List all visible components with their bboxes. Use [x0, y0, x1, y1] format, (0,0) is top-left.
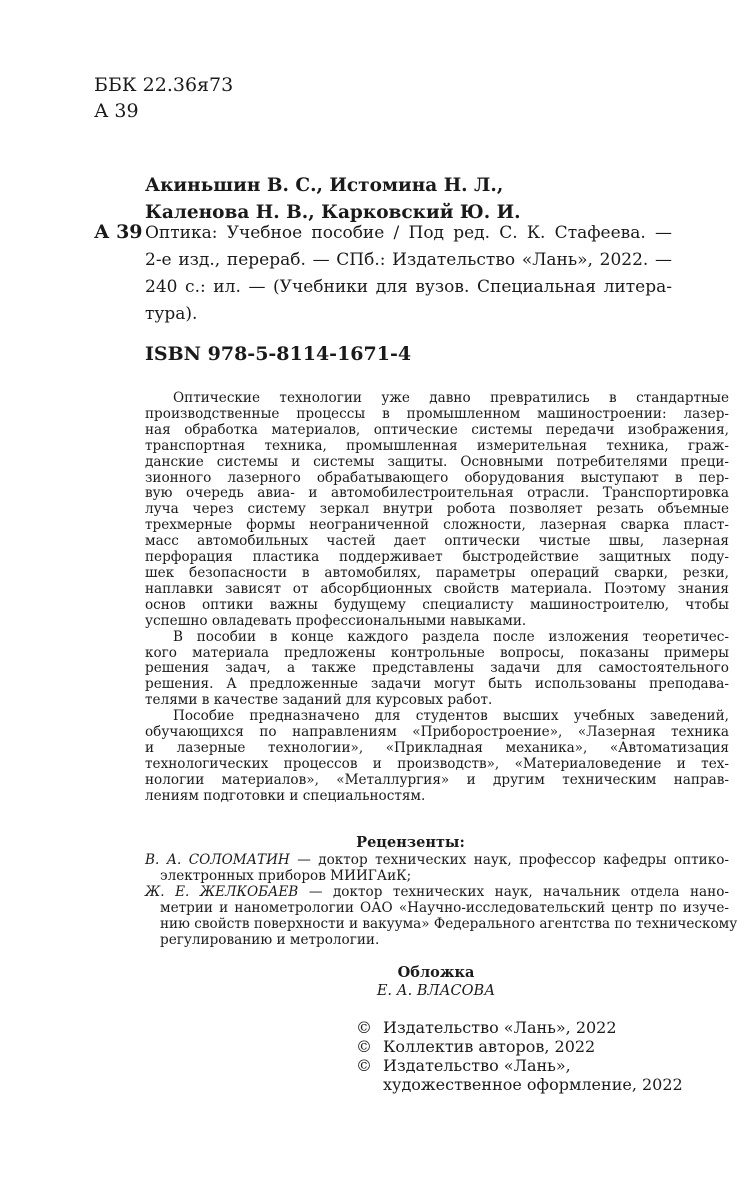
- authors-block: [145, 172, 521, 226]
- copyright-text: Издательство «Лань»,: [383, 1056, 571, 1075]
- abstract-line: технологических процессов и производств», «Материаловедение и тех-: [145, 755, 729, 772]
- copyright-block: [356, 1018, 683, 1094]
- cover-designer: Е. А. ВЛАСОВА: [376, 983, 496, 999]
- bbk-code: ББК 22.36я73: [94, 74, 234, 96]
- reviewer-1-name: В. А. СОЛОМАТИН: [145, 852, 290, 868]
- bibliographic-description: [145, 220, 672, 328]
- abstract-line: решения. А предложенные задачи могут быть использованы преподава-: [145, 676, 729, 693]
- copyright-line: [356, 1018, 683, 1037]
- copyright-icon: ©: [356, 1018, 372, 1037]
- authors-line-1: Акиньшин В. С., Истомина Н. Л.,: [145, 175, 504, 196]
- reviewer-2-line: [145, 885, 729, 901]
- abstract-line: и лазерные технологии», «Прикладная механика», «Автоматизация: [145, 739, 729, 756]
- abstract: [145, 391, 729, 805]
- authors-line-2: Каленова Н. В., Карковский Ю. И.: [145, 202, 521, 223]
- abstract-line: В пособии в конце каждого раздела после изложения теоретичес-: [173, 628, 729, 645]
- abstract-line: кого материала предложены контрольные вопросы, показаны примеры: [145, 644, 729, 661]
- copyright-text: Коллектив авторов, 2022: [383, 1037, 596, 1056]
- abstract-line: транспортная техника, промышленная измерительная техника, граж-: [145, 437, 729, 454]
- reviewer-1-line: электронных приборов МИИГАиК;: [160, 867, 412, 884]
- abstract-line: ная обработка материалов, оптические системы передачи изображения,: [145, 421, 729, 438]
- cover-label: Обложка: [397, 964, 475, 981]
- abstract-line: производственные процессы в промышленном машиностроении: лазер-: [145, 405, 729, 422]
- abstract-line: трехмерные формы неограниченной сложности, лазерная сварка пласт-: [145, 517, 729, 534]
- copyright-icon: ©: [356, 1056, 372, 1075]
- reviewer-2-line: нию свойств поверхности и вакуума» Федерального агентства по техническому: [160, 915, 738, 932]
- abstract-line: вую очередь авиа- и автомобилестроительная отрасли. Транспортировка: [145, 485, 729, 502]
- abstract-line: шек безопасности в автомобилях, параметры операций сварки, резки,: [145, 564, 729, 581]
- abstract-line: перфорация пластика поддерживает быстродействие защитных поду-: [145, 549, 729, 566]
- reviewers-title: Рецензенты:: [356, 834, 465, 851]
- abstract-line: нологии материалов», «Металлургия» и другим техническим направ-: [145, 771, 729, 788]
- abstract-line: зионного лазерного обрабатывающего оборудования выступают в пер-: [145, 469, 729, 486]
- reviewer-2-desc: — доктор технических наук, начальник отдела нано-: [298, 883, 729, 900]
- biblio-line: Оптика: Учебное пособие / Под ред. С. К. Стафеева. —: [145, 223, 672, 243]
- biblio-line: 240 с.: ил. — (Учебники для вузов. Специальная литера-: [145, 277, 672, 297]
- cover-credit: [356, 963, 516, 1001]
- abstract-line: обучающихся по направлениям «Приборостроение», «Лазерная техника: [145, 724, 729, 741]
- abstract-line: лениям подготовки и специальностям.: [145, 787, 426, 804]
- copyright-line: [356, 1037, 683, 1056]
- catalog-code: А 39: [94, 221, 143, 243]
- abstract-line: Оптические технологии уже давно превратились в стандартные: [173, 390, 729, 406]
- abstract-line: успешно овладевать профессиональными навыками.: [145, 612, 527, 629]
- copyright-text-continued: художественное оформление, 2022: [383, 1075, 683, 1094]
- copyright-line: [356, 1056, 683, 1075]
- reviewer-2-line: метрии и нанометрологии ОАО «Научно-исследовательский центр по изучe-: [160, 899, 729, 916]
- reviewers-list: [145, 852, 738, 948]
- reviewer-1-line: [145, 853, 729, 869]
- abstract-line: луча через систему зеркал внутри робота позволяет резать объемные: [145, 501, 729, 518]
- abstract-line: Пособие предназначено для студентов высших учебных заведений,: [173, 708, 729, 725]
- reviewer-2-name: Ж. Е. ЖЕЛКОБАЕВ: [145, 883, 299, 900]
- bbk-block: [94, 72, 233, 124]
- abstract-line: основ оптики важны будущему специалисту машиностроителю, чтобы: [145, 596, 729, 613]
- reviewer-1-desc: — доктор технических наук, профессор кафедры оптико-: [289, 852, 729, 868]
- abstract-line: наплавки зависят от абсорбционных свойств материала. Поэтому знания: [145, 580, 729, 597]
- copyright-icon: ©: [356, 1037, 372, 1056]
- reviewer-2-line: регулированию и метрологии.: [160, 931, 380, 948]
- author-mark: А 39: [94, 100, 139, 122]
- biblio-line: 2-е изд., перераб. — СПб.: Издательство «Лань», 2022. —: [145, 250, 672, 270]
- copyright-text: Издательство «Лань», 2022: [383, 1018, 617, 1037]
- abstract-line: масс автомобильных частей дает оптически чистые швы, лазерная: [145, 533, 729, 550]
- abstract-line: решения задач, а также представлены задачи для самостоятельного: [145, 660, 729, 677]
- abstract-line: телями в качестве заданий для курсовых работ.: [145, 692, 493, 709]
- biblio-line: тура).: [145, 304, 198, 324]
- isbn: ISBN 978-5-8114-1671-4: [145, 343, 412, 365]
- abstract-line: данские системы и системы защиты. Основными потребителями преци-: [145, 453, 729, 470]
